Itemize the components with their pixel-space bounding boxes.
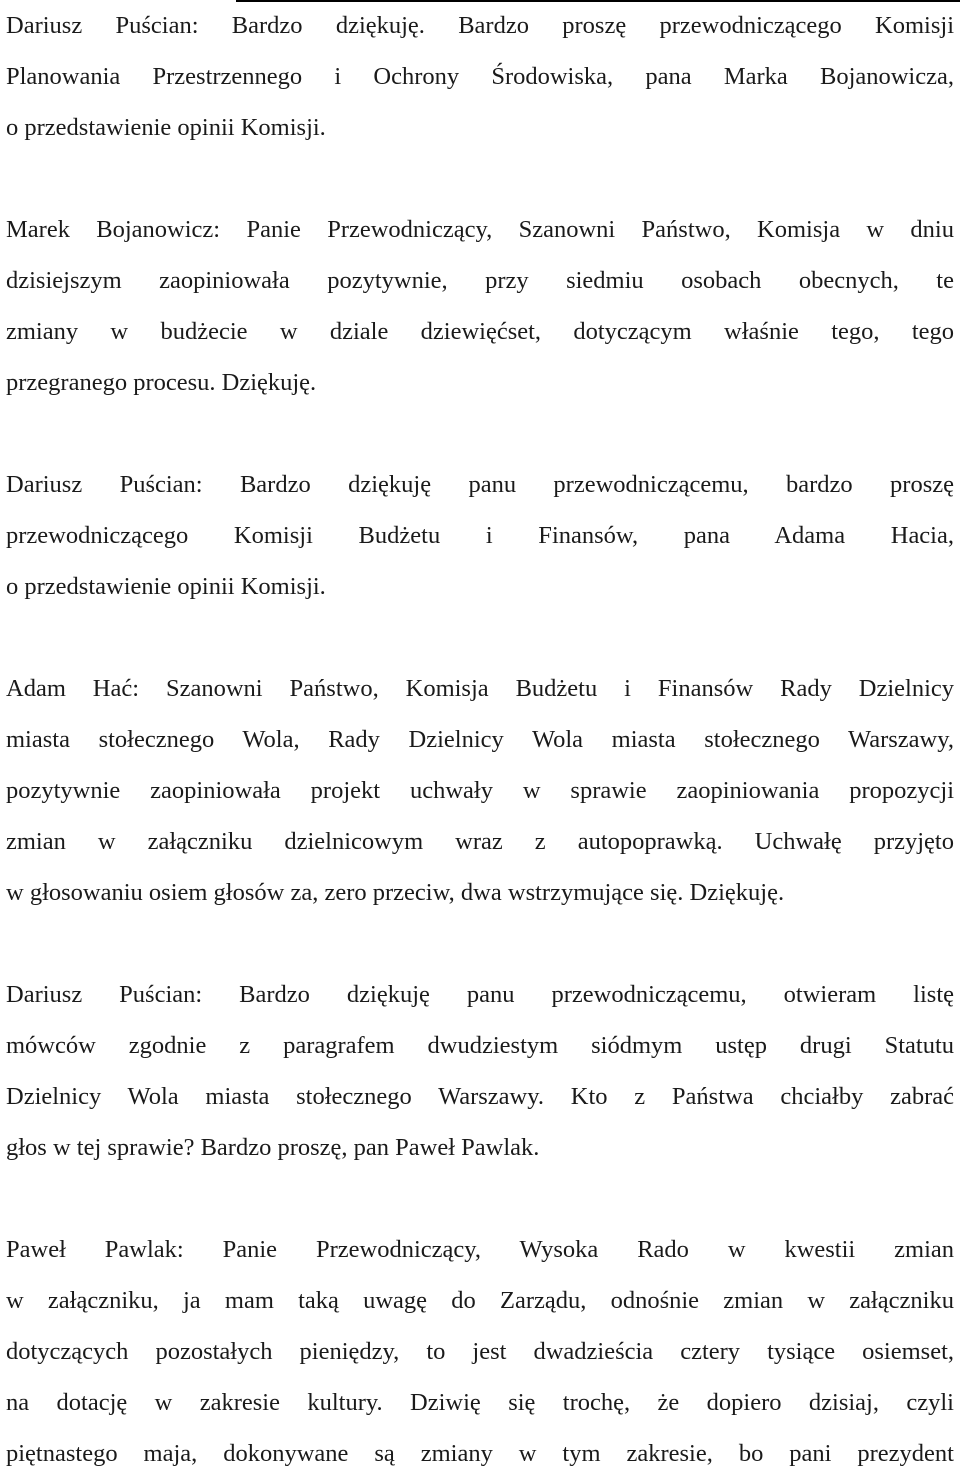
paragraph-pawlak	[6, 1224, 954, 1479]
text-line: miasta stołecznego Wola, Rady Dzielnicy Wola miasta stołecznego Warszawy,	[6, 726, 954, 753]
text-line: mówców zgodnie z paragrafem dwudziestym siódmym ustęp drugi Statutu	[6, 1032, 954, 1059]
text-line: Dariusz Puścian: Bardzo dziękuję. Bardzo proszę przewodniczącego Komisji	[6, 12, 954, 39]
text-line: dotyczących pozostałych pieniędzy, to jest dwadzieścia cztery tysiące osiemset,	[6, 1338, 954, 1365]
paragraph-gap	[6, 918, 954, 969]
text-line: Dariusz Puścian: Bardzo dziękuję panu przewodniczącemu, otwieram listę	[6, 981, 954, 1008]
text-line: Paweł Pawlak: Panie Przewodniczący, Wysoka Rado w kwestii zmian	[6, 1236, 954, 1263]
paragraph-gap	[6, 153, 954, 204]
text-line: przewodniczącego Komisji Budżetu i Finansów, pana Adama Hacia,	[6, 522, 954, 549]
text-line: na dotację w zakresie kultury. Dziwię się trochę, że dopiero dzisiaj, czyli	[6, 1389, 954, 1416]
paragraph-gap	[6, 408, 954, 459]
text-line: zmiany w budżecie w dziale dziewięćset, dotyczącym właśnie tego, tego	[6, 318, 954, 345]
text-line: Planowania Przestrzennego i Ochrony Środowiska, pana Marka Bojanowicza,	[6, 63, 954, 90]
paragraph-gap	[6, 612, 954, 663]
text-line: przegranego procesu. Dziękuję.	[6, 369, 317, 396]
text-line: pozytywnie zaopiniowała projekt uchwały w sprawie zaopiniowania propozycji	[6, 777, 954, 804]
text-line: Dariusz Puścian: Bardzo dziękuję panu przewodniczącemu, bardzo proszę	[6, 471, 954, 498]
paragraph-bojanowicz	[6, 204, 954, 408]
transcript-page	[6, 0, 954, 1479]
paragraph-gap	[6, 1173, 954, 1224]
text-line: Marek Bojanowicz: Panie Przewodniczący, Szanowni Państwo, Komisja w dniu	[6, 216, 954, 243]
paragraph-hac	[6, 663, 954, 918]
text-line: w załączniku, ja mam taką uwagę do Zarządu, odnośnie zmian w załączniku	[6, 1287, 954, 1314]
text-line: Dzielnicy Wola miasta stołecznego Warszawy. Kto z Państwa chciałby zabrać	[6, 1083, 954, 1110]
text-line: Adam Hać: Szanowni Państwo, Komisja Budżetu i Finansów Rady Dzielnicy	[6, 675, 954, 702]
paragraph-puscian-3	[6, 969, 954, 1173]
text-line: o przedstawienie opinii Komisji.	[6, 573, 326, 600]
text-line: zmian w załączniku dzielnicowym wraz z autopoprawką. Uchwałę przyjęto	[6, 828, 954, 855]
text-line: w głosowaniu osiem głosów za, zero przeciw, dwa wstrzymujące się. Dziękuję.	[6, 879, 785, 906]
text-line: o przedstawienie opinii Komisji.	[6, 114, 326, 141]
text-line: piętnastego maja, dokonywane są zmiany w tym zakresie, bo pani prezydent	[6, 1440, 954, 1467]
text-line: głos w tej sprawie? Bardzo proszę, pan Paweł Pawlak.	[6, 1134, 540, 1161]
text-line: dzisiejszym zaopiniowała pozytywnie, przy siedmiu osobach obecnych, te	[6, 267, 954, 294]
paragraph-puscian-1	[6, 0, 954, 153]
paragraph-puscian-2	[6, 459, 954, 612]
